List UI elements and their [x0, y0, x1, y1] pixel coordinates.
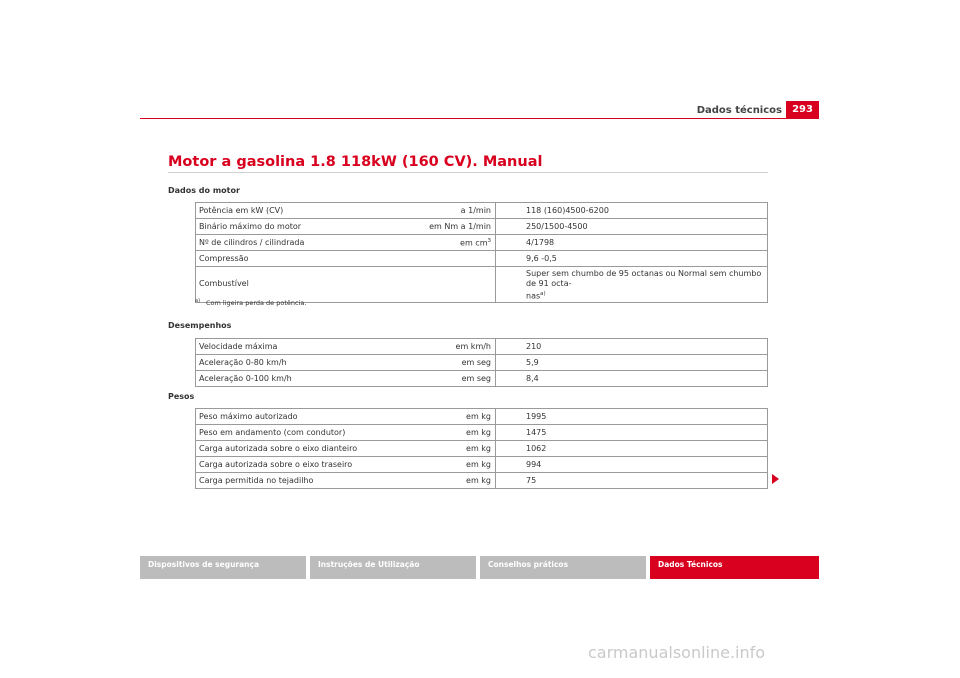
footnote-text: Com ligeira perda de potência.: [206, 299, 307, 308]
table-row: [196, 267, 768, 303]
row-name: Aceleração 0-100 km/h: [196, 371, 413, 387]
table-row: [196, 441, 768, 457]
section-heading-performance: Desempenhos: [168, 321, 232, 330]
table-row: [196, 457, 768, 473]
engine-data-table: [195, 202, 768, 303]
row-value: 1475: [496, 425, 768, 441]
row-name: Carga permitida no tejadilho: [196, 473, 413, 489]
continue-arrow-icon[interactable]: [772, 474, 779, 484]
row-name: Combustível: [196, 267, 413, 303]
row-name: Velocidade máxima: [196, 339, 413, 355]
row-name: Peso em andamento (com condutor): [196, 425, 413, 441]
nav-tab-instrucoes-utilizacao[interactable]: Instruções de Utilização: [310, 556, 476, 579]
watermark: carmanualsonline.info: [588, 643, 766, 662]
section-heading-motor: Dados do motor: [168, 186, 240, 195]
nav-tab-dados-tecnicos[interactable]: Dados Técnicos: [650, 556, 819, 579]
row-value: 4/1798: [496, 235, 768, 251]
row-name: Carga autorizada sobre o eixo traseiro: [196, 457, 413, 473]
row-unit: em kg: [412, 425, 496, 441]
row-unit: a 1/min: [412, 203, 496, 219]
row-value: Super sem chumbo de 95 octanas ou Normal sem chumbo de 91 octa-: [526, 269, 762, 288]
row-name: Carga autorizada sobre o eixo dianteiro: [196, 441, 413, 457]
row-value: 8,4: [496, 371, 768, 387]
row-unit: [412, 251, 496, 267]
nav-tab-conselhos-praticos[interactable]: Conselhos práticos: [480, 556, 646, 579]
running-header: Dados técnicos: [696, 105, 782, 116]
section-heading-weights: Pesos: [168, 392, 195, 401]
row-value: 1062: [496, 441, 768, 457]
table-row: [196, 473, 768, 489]
row-value: 210: [496, 339, 768, 355]
title-divider: [168, 172, 768, 173]
page-title: Motor a gasolina 1.8 118kW (160 CV). Manual: [168, 154, 543, 170]
row-name: Binário máximo do motor: [196, 219, 413, 235]
footnote-mark: a): [195, 298, 201, 304]
row-value: 75: [496, 473, 768, 489]
row-unit: em seg: [412, 371, 496, 387]
nav-tab-dispositivos-seguranca[interactable]: Dispositivos de segurança: [140, 556, 306, 579]
row-name: Nº de cilindros / cilindrada: [196, 235, 413, 251]
row-value: 9,6 -0,5: [496, 251, 768, 267]
table-row: [196, 339, 768, 355]
row-name: Potência em kW (CV): [196, 203, 413, 219]
row-unit: [412, 267, 496, 303]
row-unit: em Nm a 1/min: [412, 219, 496, 235]
table-row: [196, 219, 768, 235]
row-value: 5,9: [496, 355, 768, 371]
row-value: 994: [496, 457, 768, 473]
row-unit: em cm: [460, 238, 488, 248]
row-unit: em kg: [412, 473, 496, 489]
row-unit: em km/h: [412, 339, 496, 355]
row-value: 118 (160)4500-6200: [496, 203, 768, 219]
weights-table: [195, 408, 768, 489]
row-value-cell: [496, 267, 768, 303]
table-row: [196, 203, 768, 219]
row-name: Peso máximo autorizado: [196, 409, 413, 425]
row-unit-cell: [412, 235, 496, 251]
table-row: [196, 235, 768, 251]
row-unit: em seg: [412, 355, 496, 371]
row-value-line2: nas: [526, 291, 541, 301]
footnote: [195, 298, 306, 307]
row-name: Compressão: [196, 251, 413, 267]
page-number-badge: 293: [786, 101, 819, 118]
row-name: Aceleração 0-80 km/h: [196, 355, 413, 371]
table-row: [196, 251, 768, 267]
unit-superscript: 3: [487, 238, 491, 245]
table-row: [196, 425, 768, 441]
row-value: 250/1500-4500: [496, 219, 768, 235]
footnote-reference: a): [540, 291, 546, 297]
table-row: [196, 371, 768, 387]
row-unit: em kg: [412, 457, 496, 473]
row-unit: em kg: [412, 409, 496, 425]
row-value: 1995: [496, 409, 768, 425]
performance-table: [195, 338, 768, 387]
table-row: [196, 355, 768, 371]
header-divider: [140, 118, 819, 119]
table-row: [196, 409, 768, 425]
row-unit: em kg: [412, 441, 496, 457]
